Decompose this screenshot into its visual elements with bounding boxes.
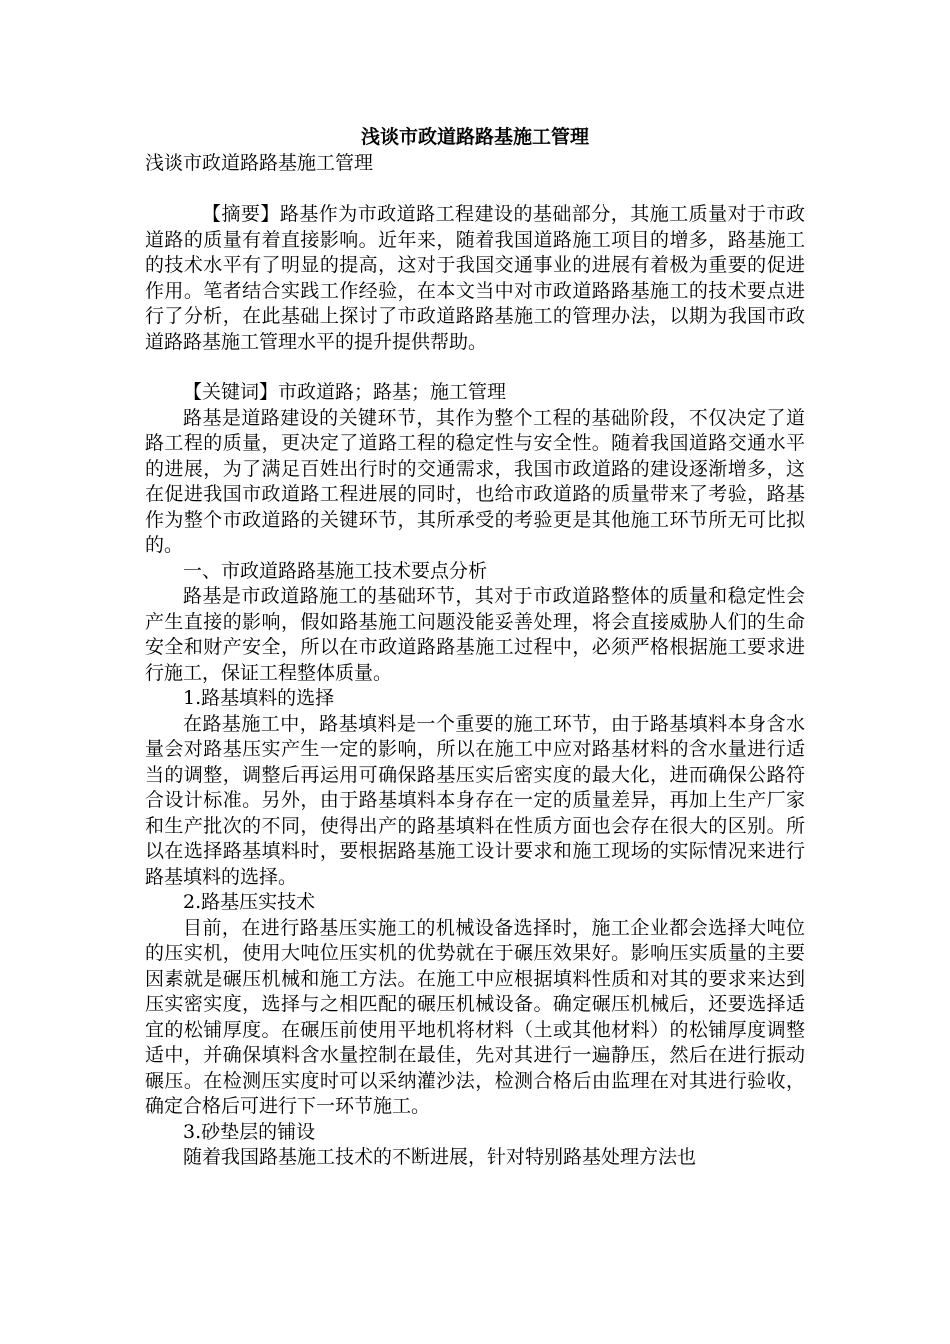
section-body-1: 路基是市政道路施工的基础环节，其对于市政道路整体的质量和稳定性会产生直接的影响，假如路基施工问题没能妥善处理，将会直接威胁人们的生命安全和财产安全，所以在市政道路路基施工过程中，必须严格根据施工要求进行施工，保证工程整体质量。: [145, 585, 805, 684]
document-page: [145, 124, 805, 1171]
subsection-heading-1: 1.路基填料的选择: [183, 687, 335, 709]
subsection-heading-2: 2.路基压实技术: [183, 891, 316, 913]
subsection-body-2: 目前，在进行路基压实施工的机械设备选择时，施工企业都会选择大吨位的压实机，使用大吨位压实机的优势就在于碾压效果好。影响压实质量的主要因素就是碾压机械和施工方法。在施工中应根据填料性质和对其的要求来达到压实密实度，选择与之相匹配的碾压机械设备。确定碾压机械后，还要选择适宜的松铺厚度。在碾压前使用平地机将材料（土或其他材料）的松铺厚度调整适中，并确保填料含水量控制在最佳，先对其进行一遍静压，然后在进行振动碾压。在检测压实度时可以采纳灌沙法，检测合格后由监理在对其进行验收，确定合格后可进行下一环节施工。: [145, 916, 805, 1117]
keywords-line: 【关键词】市政道路；路基；施工管理: [183, 381, 507, 403]
paragraph-spacer: [145, 355, 805, 380]
intro-paragraph: 路基是道路建设的关键环节，其作为整个工程的基础阶段，不仅决定了道路工程的质量，更决定了道路工程的稳定性与安全性。随着我国道路交通水平的进展，为了满足百姓出行时的交通需求，我国市政道路的建设逐渐增多，这在促进我国市政道路工程进展的同时，也给市政道路的质量带来了考验，路基作为整个市政道路的关键环节，其所承受的考验更是其他施工环节所无可比拟的。: [145, 406, 805, 556]
section-heading-1: 一、市政道路路基施工技术要点分析: [183, 559, 488, 582]
document-title: 浅谈市政道路路基施工管理: [360, 126, 589, 148]
subsection-body-3: 随着我国路基施工技术的不断进展，针对特别路基处理方法也: [183, 1146, 697, 1168]
abstract-paragraph: 【摘要】路基作为市政道路工程建设的基础部分，其施工质量对于市政道路的质量有着直接影响。近年来，随着我国道路施工项目的增多，路基施工的技术水平有了明显的提高，这对于我国交通事业的进展有着极为重要的促进作用。笔者结合实践工作经验，在本文当中对市政道路路基施工的技术要点进行了分析，在此基础上探讨了市政道路路基施工的管理办法，以期为我国市政道路路基施工管理水平的提升提供帮助。: [145, 203, 805, 353]
subsection-body-1: 在路基施工中，路基填料是一个重要的施工环节，由于路基填料本身含水量会对路基压实产生一定的影响，所以在施工中应对路基材料的含水量进行适当的调整，调整后再运用可确保路基压实后密实度的最大化，进而确保公路符合设计标准。另外，由于路基填料本身存在一定的质量差异，再加上生产厂家和生产批次的不同，使得出产的路基填料在性质方面也会存在很大的区别。所以在选择路基填料时，要根据路基施工设计要求和施工现场的实际情况来进行路基填料的选择。: [145, 712, 805, 888]
document-subtitle: 浅谈市政道路路基施工管理: [145, 152, 374, 174]
subsection-heading-3: 3.砂垫层的铺设: [183, 1120, 316, 1143]
